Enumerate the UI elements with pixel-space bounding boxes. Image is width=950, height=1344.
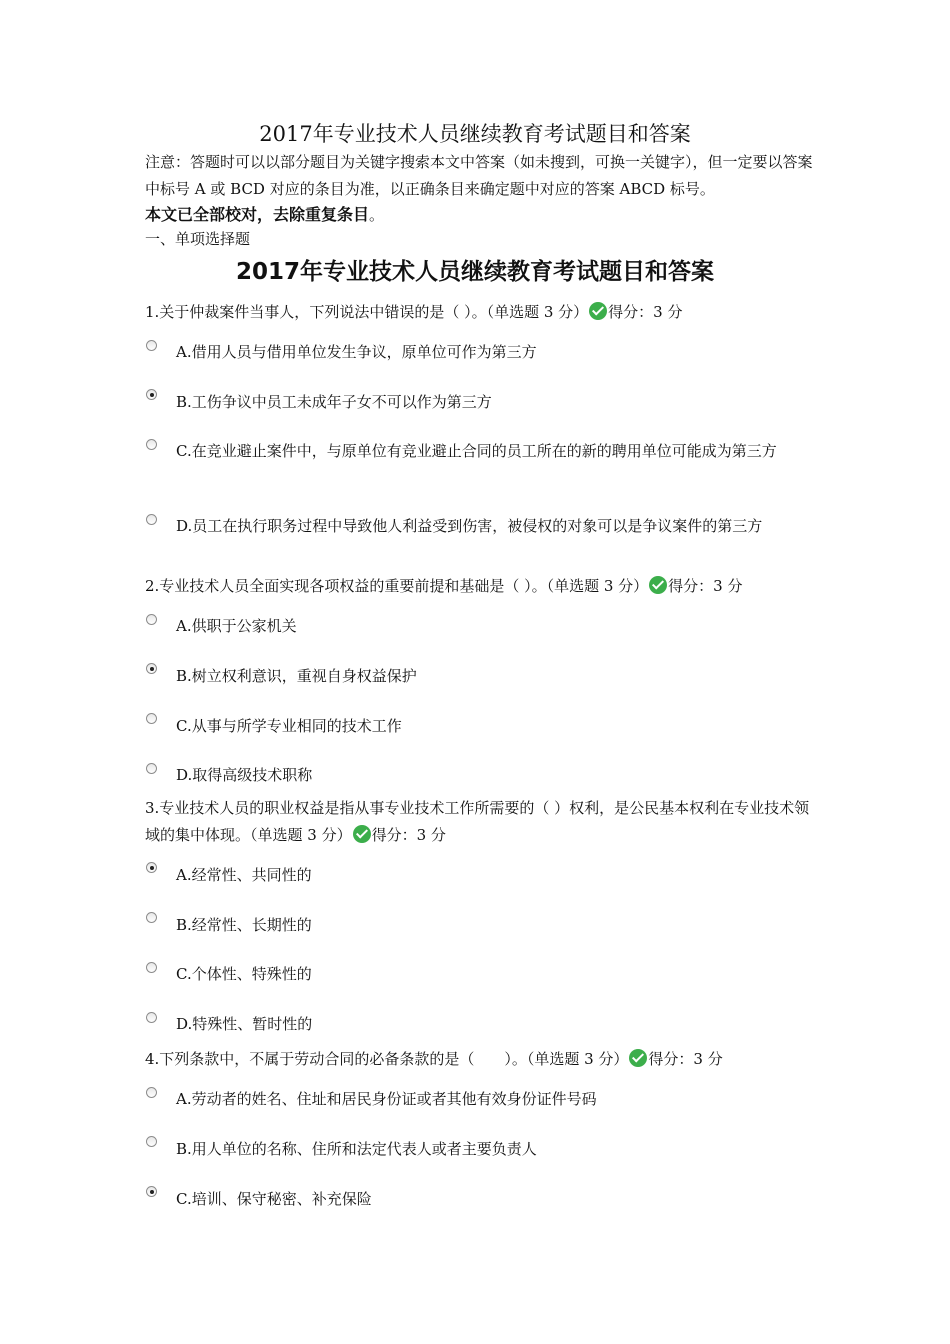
question-1	[145, 299, 682, 326]
q1-option-b-radio[interactable]	[146, 389, 157, 400]
correct-check-icon	[649, 576, 667, 594]
q1-option-a-radio[interactable]	[146, 340, 157, 351]
section-heading: 一、单项选择题	[145, 230, 251, 248]
correct-check-icon	[629, 1049, 647, 1067]
q2-option-b-radio[interactable]	[146, 663, 157, 674]
question-2-score: 得分：3 分	[668, 577, 743, 595]
question-3-score: 得分：3 分	[371, 826, 446, 844]
q3-option-b-label: B.经常性、长期性的	[176, 916, 312, 934]
proofread-note-text: 本文已全部校对，去除重复条目	[145, 205, 370, 224]
question-4	[145, 1046, 723, 1073]
q2-option-c-radio[interactable]	[146, 713, 157, 724]
q4-option-c-label: C.培训、保守秘密、补充保险	[176, 1190, 372, 1208]
question-1-text: 1.关于仲裁案件当事人，下列说法中错误的是（ ）。（单选题 3 分）	[145, 303, 589, 321]
question-2	[145, 573, 742, 600]
q2-option-b-label: B.树立权利意识，重视自身权益保护	[176, 667, 417, 685]
q4-option-a-radio[interactable]	[146, 1087, 157, 1098]
proofread-note	[145, 202, 384, 225]
question-3	[145, 795, 810, 849]
q3-option-a-radio[interactable]	[146, 862, 157, 873]
q4-option-a-label: A.劳动者的姓名、住址和居民身份证或者其他有效身份证件号码	[176, 1090, 597, 1108]
question-2-text: 2.专业技术人员全面实现各项权益的重要前提和基础是（ ）。（单选题 3 分）	[145, 577, 649, 595]
q3-option-c-radio[interactable]	[146, 962, 157, 973]
q4-option-b-radio[interactable]	[146, 1136, 157, 1147]
main-heading: 2017年专业技术人员继续教育考试题目和答案	[235, 259, 714, 285]
q4-option-c-radio[interactable]	[146, 1186, 157, 1197]
correct-check-icon	[353, 825, 371, 843]
q3-option-a-label: A.经常性、共同性的	[176, 866, 312, 884]
q2-option-a-radio[interactable]	[146, 614, 157, 625]
q2-option-c-label: C.从事与所学专业相同的技术工作	[176, 717, 402, 735]
question-4-score: 得分：3 分	[648, 1050, 723, 1068]
proofread-note-tail: 。	[369, 206, 385, 224]
q3-option-d-label: D.特殊性、暂时性的	[176, 1015, 313, 1033]
q4-option-b-label: B.用人单位的名称、住所和法定代表人或者主要负责人	[176, 1140, 537, 1158]
q2-option-a-label: A.供职于公家机关	[176, 617, 297, 635]
q2-option-d-label: D.取得高级技术职称	[176, 766, 313, 784]
q3-option-b-radio[interactable]	[146, 912, 157, 923]
q2-option-d-radio[interactable]	[146, 763, 157, 774]
q1-option-a-label: A.借用人员与借用单位发生争议，原单位可作为第三方	[176, 343, 537, 361]
question-1-score: 得分：3 分	[608, 303, 683, 321]
q3-option-d-radio[interactable]	[146, 1012, 157, 1023]
q1-option-d-label: D.员工在执行职务过程中导致他人利益受到伤害，被侵权的对象可以是争议案件的第三方	[176, 517, 763, 535]
usage-note: 注意：答题时可以以部分题目为关键字搜索本文中答案（如未搜到，可换一关键字），但一定要以答案中标号 A 或 BCD 对应的条目为准，以正确条目来确定题中对应的答案 ABCD 标号。	[145, 153, 813, 198]
question-3-text: 3.专业技术人员的职业权益是指从事专业技术工作所需要的（ ）权利，是公民基本权利在专业技术领域的集中体现。（单选题 3 分）	[145, 799, 810, 844]
q1-option-b-label: B.工伤争议中员工未成年子女不可以作为第三方	[176, 393, 492, 411]
question-4-text: 4.下列条款中，不属于劳动合同的必备条款的是（ ）。（单选题 3 分）	[145, 1050, 629, 1068]
correct-check-icon	[589, 302, 607, 320]
document-title: 2017年专业技术人员继续教育考试题目和答案	[259, 122, 691, 146]
q1-option-c-label: C.在竞业避止案件中，与原单位有竞业避止合同的员工所在的新的聘用单位可能成为第三方	[176, 442, 777, 460]
q3-option-c-label: C.个体性、特殊性的	[176, 965, 312, 983]
